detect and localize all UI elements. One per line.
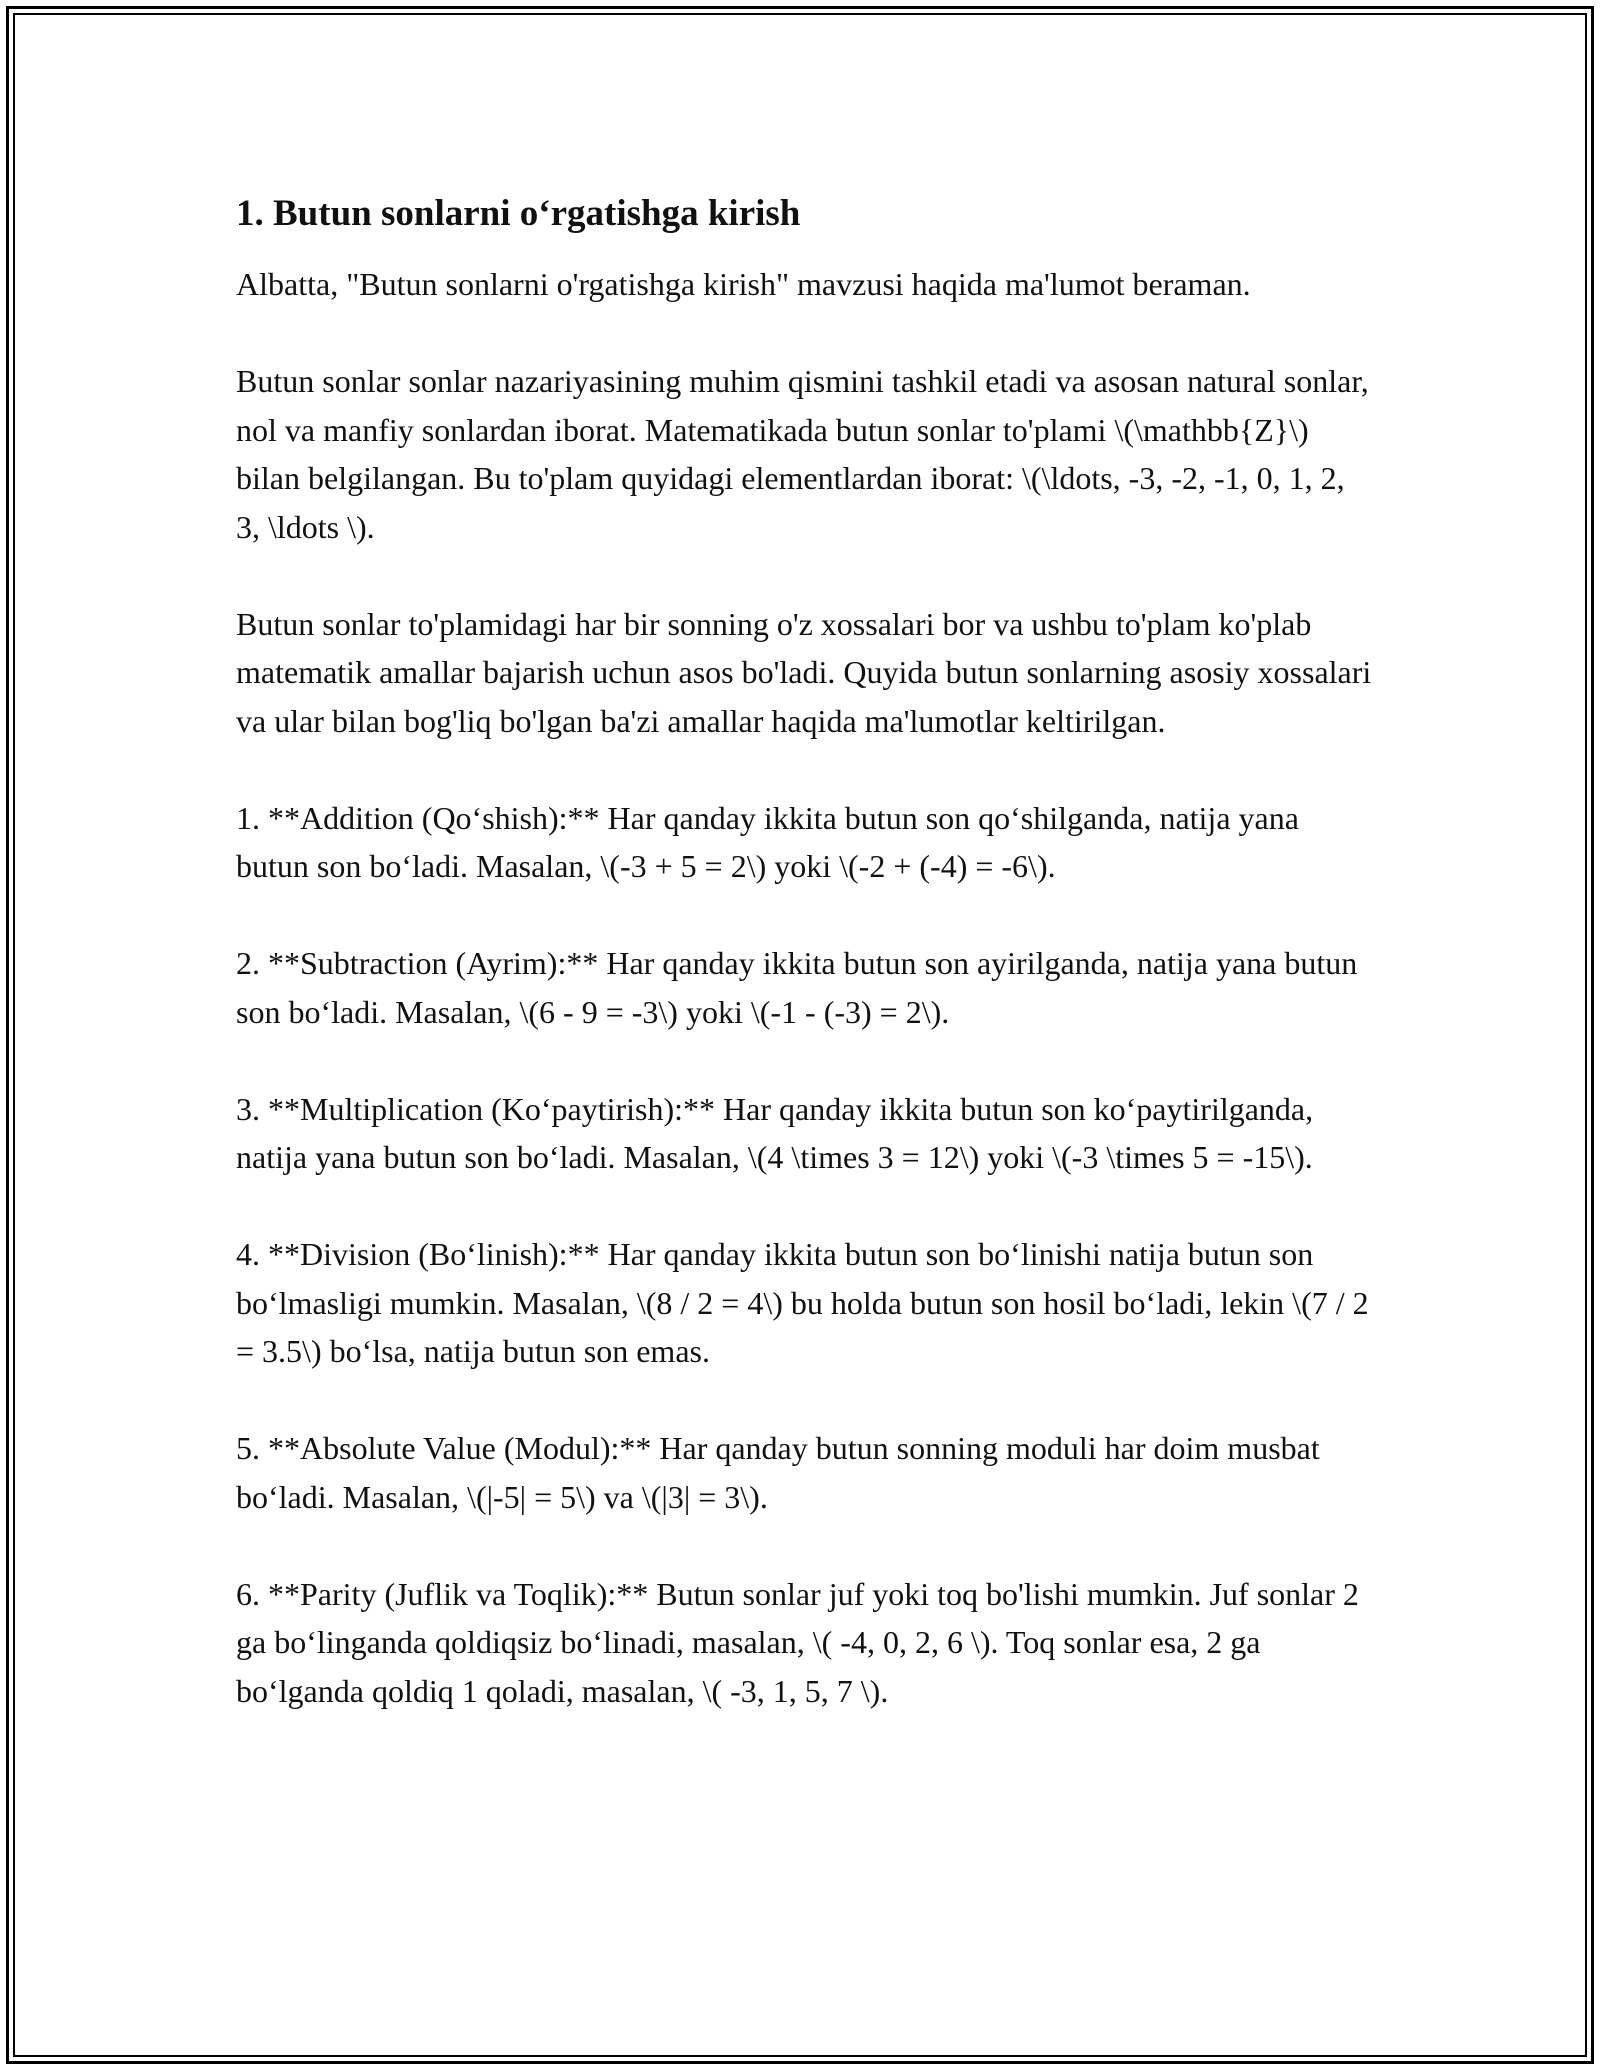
list-item-absolute-value: 5. **Absolute Value (Modul):** Har qanday butun sonning moduli har doim musbat bo‘ladi. Masalan, \(|-5| = 5\) va \(|3| = 3\). bbox=[236, 1430, 1320, 1515]
section-heading: 1. Butun sonlarni o‘rgatishga kirish bbox=[236, 193, 801, 234]
list-item-multiplication: 3. **Multiplication (Ko‘paytirish):** Har qanday ikkita butun son ko‘paytirilganda, natija yana butun son bo‘ladi. Masalan, \(4 \times 3 = 12\) yoki \(-3 \times 5 = -15\). bbox=[236, 1090, 1314, 1175]
document-body bbox=[236, 188, 1376, 1715]
list-item-subtraction: 2. **Subtraction (Ayrim):** Har qanday ikkita butun son ayirilganda, natija yana butun son bo‘ladi. Masalan, \(6 - 9 = -3\) yoki \(-1 - (-3) = 2\). bbox=[236, 945, 1358, 1030]
paragraph-intro: Albatta, "Butun sonlarni o'rgatishga kirish" mavzusi haqida ma'lumot beraman. bbox=[236, 266, 1251, 302]
list-item-division: 4. **Division (Bo‘linish):** Har qanday ikkita butun son bo‘linishi natija butun son bo‘lmasligi mumkin. Masalan, \(8 / 2 = 4\) bu holda butun son hosil bo‘ladi, lekin \(7 / 2 = 3.5\) bo‘lsa, natija butun son emas. bbox=[236, 1236, 1369, 1369]
paragraph-properties: Butun sonlar to'plamidagi har bir sonning o'z xossalari bor va ushbu to'plam ko'plab matematik amallar bajarish uchun asos bo'ladi. Quyida butun sonlarning asosiy xossalari va ular bilan bog'liq bo'lgan ba'zi amallar haqida ma'lumotlar keltirilgan. bbox=[236, 605, 1372, 739]
paragraph-definition: Butun sonlar sonlar nazariyasining muhim qismini tashkil etadi va asosan natural sonlar, nol va manfiy sonlardan iborat. Matematikada butun sonlar to'plami \(\mathbb{Z}\) bilan belgilangan. Bu to'plam quyidagi elementlardan iborat: \(\ldots, -3, -2, -1, 0, 1, 2, 3, \ldots \). bbox=[236, 363, 1369, 545]
list-item-addition: 1. **Addition (Qo‘shish):** Har qanday ikkita butun son qo‘shilganda, natija yana butun son bo‘ladi. Masalan, \(-3 + 5 = 2\) yoki \(-2 + (-4) = -6\). bbox=[236, 799, 1299, 884]
list-item-parity: 6. **Parity (Juflik va Toqlik):** Butun sonlar juf yoki toq bo'lishi mumkin. Juf sonlar 2 ga bo‘linganda qoldiqsiz bo‘linadi, masalan, \( -4, 0, 2, 6 \). Toq sonlar esa, 2 ga bo‘lganda qoldiq 1 qoladi, masalan, \( -3, 1, 5, 7 \). bbox=[236, 1575, 1359, 1709]
